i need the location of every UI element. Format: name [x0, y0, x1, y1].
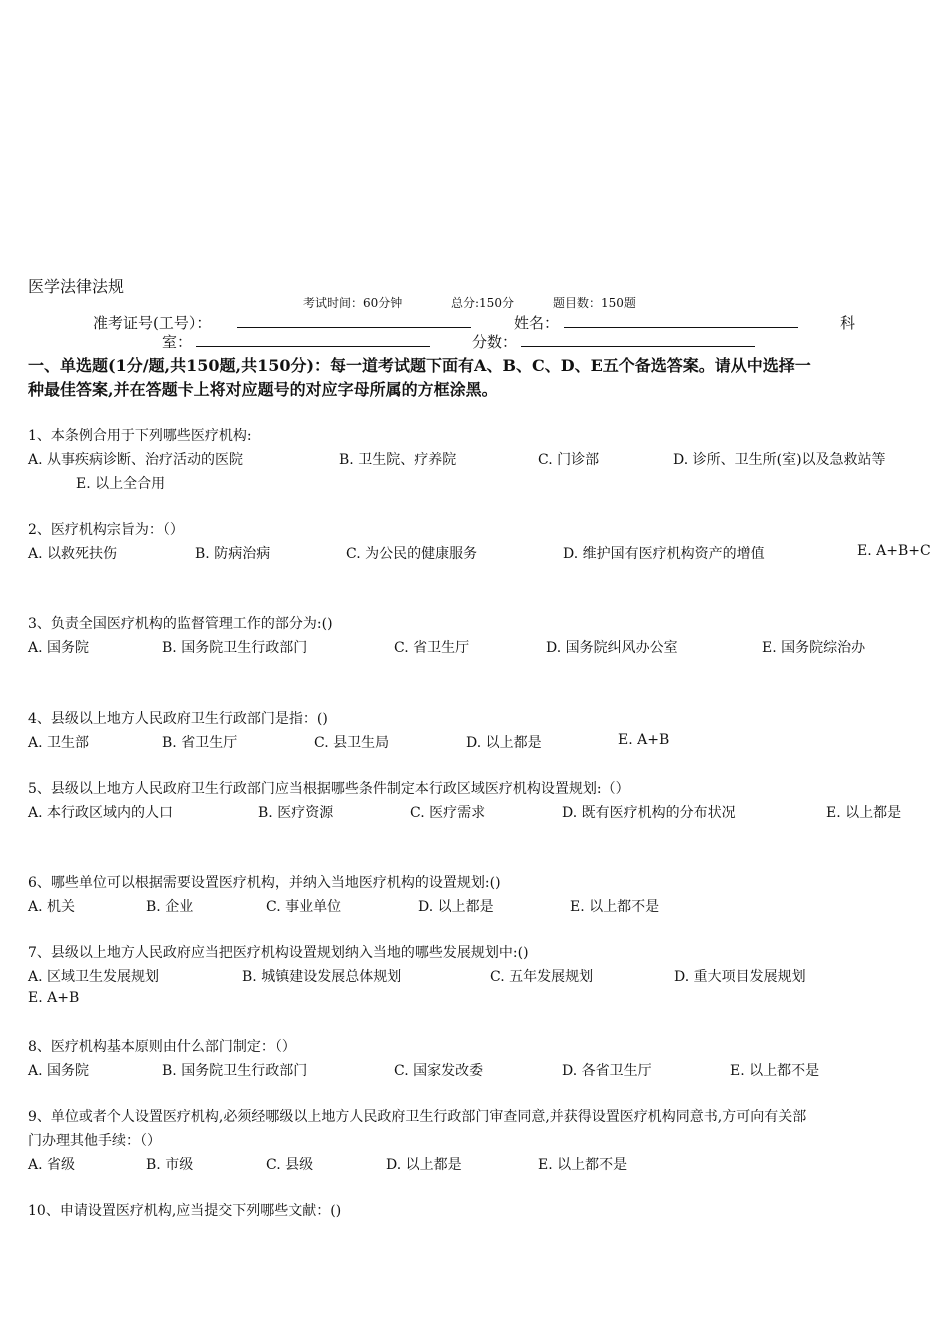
option-c: C. 省卫生厅 [394, 640, 470, 656]
option-a: A. 国务院 [28, 640, 90, 656]
name-blank[interactable] [564, 327, 798, 328]
option-e: E. A+B [618, 732, 670, 748]
question-count: 题目数：150题 [553, 296, 636, 310]
option-b: B. 卫生院、疗养院 [339, 452, 457, 468]
question-stem: 6、哪些单位可以根据需要设置医疗机构，并纳入当地医疗机构的设置规划:() [28, 875, 501, 891]
option-b: B. 防病治病 [195, 546, 271, 562]
option-e: E. 国务院综治办 [762, 640, 866, 656]
dept-label-part1: 科 [840, 314, 856, 332]
exam-time: 考试时间：60分钟 [303, 296, 403, 310]
question-stem: 8、医疗机构基本原则由什么部门制定：（） [28, 1039, 296, 1055]
question-stem-continued: 门办理其他手续：（） [28, 1133, 161, 1149]
option-d: D. 重大项目发展规划 [674, 969, 806, 985]
option-a: A. 本行政区域内的人口 [28, 805, 174, 821]
option-e: E. A+B+C [857, 543, 931, 559]
option-b: B. 城镇建设发展总体规划 [242, 969, 402, 985]
total-score: 总分:150分 [451, 296, 514, 310]
option-b: B. 国务院卫生行政部门 [162, 1063, 308, 1079]
option-b: B. 医疗资源 [258, 805, 334, 821]
option-b: B. 企业 [146, 899, 194, 915]
option-d: D. 以上都是 [466, 735, 542, 751]
option-c: C. 县级 [266, 1157, 314, 1173]
option-d: D. 以上都是 [418, 899, 494, 915]
option-a: A. 机关 [28, 899, 76, 915]
question-stem: 7、县级以上地方人民政府应当把医疗机构设置规划纳入当地的哪些发展规划中:() [28, 945, 529, 961]
document-title: 医学法律法规 [28, 277, 125, 296]
question-stem: 2、医疗机构宗旨为：（） [28, 522, 184, 538]
option-a: A. 卫生部 [28, 735, 90, 751]
option-d: D. 维护国有医疗机构资产的增值 [563, 546, 765, 562]
option-e: E. 以上全合用 [76, 476, 166, 492]
option-d: D. 各省卫生厅 [562, 1063, 652, 1079]
option-c: C. 事业单位 [266, 899, 342, 915]
option-a: A. 以救死扶伤 [28, 546, 118, 562]
question-stem: 1、本条例合用于下列哪些医疗机构: [28, 428, 252, 444]
option-a: A. 从事疾病诊断、治疗活动的医院 [28, 452, 244, 468]
score-blank[interactable] [521, 346, 755, 347]
option-b: B. 省卫生厅 [162, 735, 238, 751]
option-a: A. 区域卫生发展规划 [28, 969, 160, 985]
option-a: A. 省级 [28, 1157, 76, 1173]
question-stem: 5、县级以上地方人民政府卫生行政部门应当根据哪些条件制定本行政区域医疗机构设置规划:（） [28, 781, 630, 797]
option-e: E. 以上都不是 [730, 1063, 820, 1079]
dept-blank[interactable] [196, 346, 430, 347]
question-stem: 3、负责全国医疗机构的监督管理工作的部分为:() [28, 616, 333, 632]
option-b: B. 市级 [146, 1157, 194, 1173]
option-c: C. 医疗需求 [410, 805, 486, 821]
option-e: E. 以上都不是 [570, 899, 660, 915]
option-d: D. 以上都是 [386, 1157, 462, 1173]
exam-id-label: 准考证号(工号）： [93, 314, 212, 332]
option-a: A. 国务院 [28, 1063, 90, 1079]
option-e: E. A+B [28, 990, 80, 1006]
option-b: B. 国务院卫生行政部门 [162, 640, 308, 656]
question-stem: 4、县级以上地方人民政府卫生行政部门是指：() [28, 711, 328, 727]
option-e: E. 以上都是 [826, 805, 902, 821]
name-label: 姓名： [514, 314, 560, 332]
option-c: C. 国家发改委 [394, 1063, 484, 1079]
option-c: C. 五年发展规划 [490, 969, 594, 985]
option-e: E. 以上都不是 [538, 1157, 628, 1173]
option-d: D. 既有医疗机构的分布状况 [562, 805, 736, 821]
option-c: C. 为公民的健康服务 [346, 546, 478, 562]
score-label: 分数： [472, 333, 518, 351]
question-stem: 9、单位或者个人设置医疗机构,必须经哪级以上地方人民政府卫生行政部门审查同意,并获得设置医疗机构同意书,方可向有关部 [28, 1109, 807, 1125]
option-d: D. 诊所、卫生所(室)以及急救站等 [673, 452, 886, 468]
section-heading-line2: 种最佳答案,并在答题卡上将对应题号的对应字母所属的方框涂黑。 [28, 380, 498, 399]
option-c: C. 门诊部 [538, 452, 600, 468]
dept-label-part2: 室： [162, 333, 193, 351]
question-stem: 10、申请设置医疗机构,应当提交下列哪些文献：() [28, 1203, 342, 1219]
option-c: C. 县卫生局 [314, 735, 390, 751]
option-d: D. 国务院纠风办公室 [546, 640, 678, 656]
exam-id-blank[interactable] [237, 327, 471, 328]
section-heading-line1: 一、单选题(1分/题,共150题,共150分)：每一道考试题下面有A、B、C、D、E五个备选答案。请从中选择一 [28, 356, 811, 375]
